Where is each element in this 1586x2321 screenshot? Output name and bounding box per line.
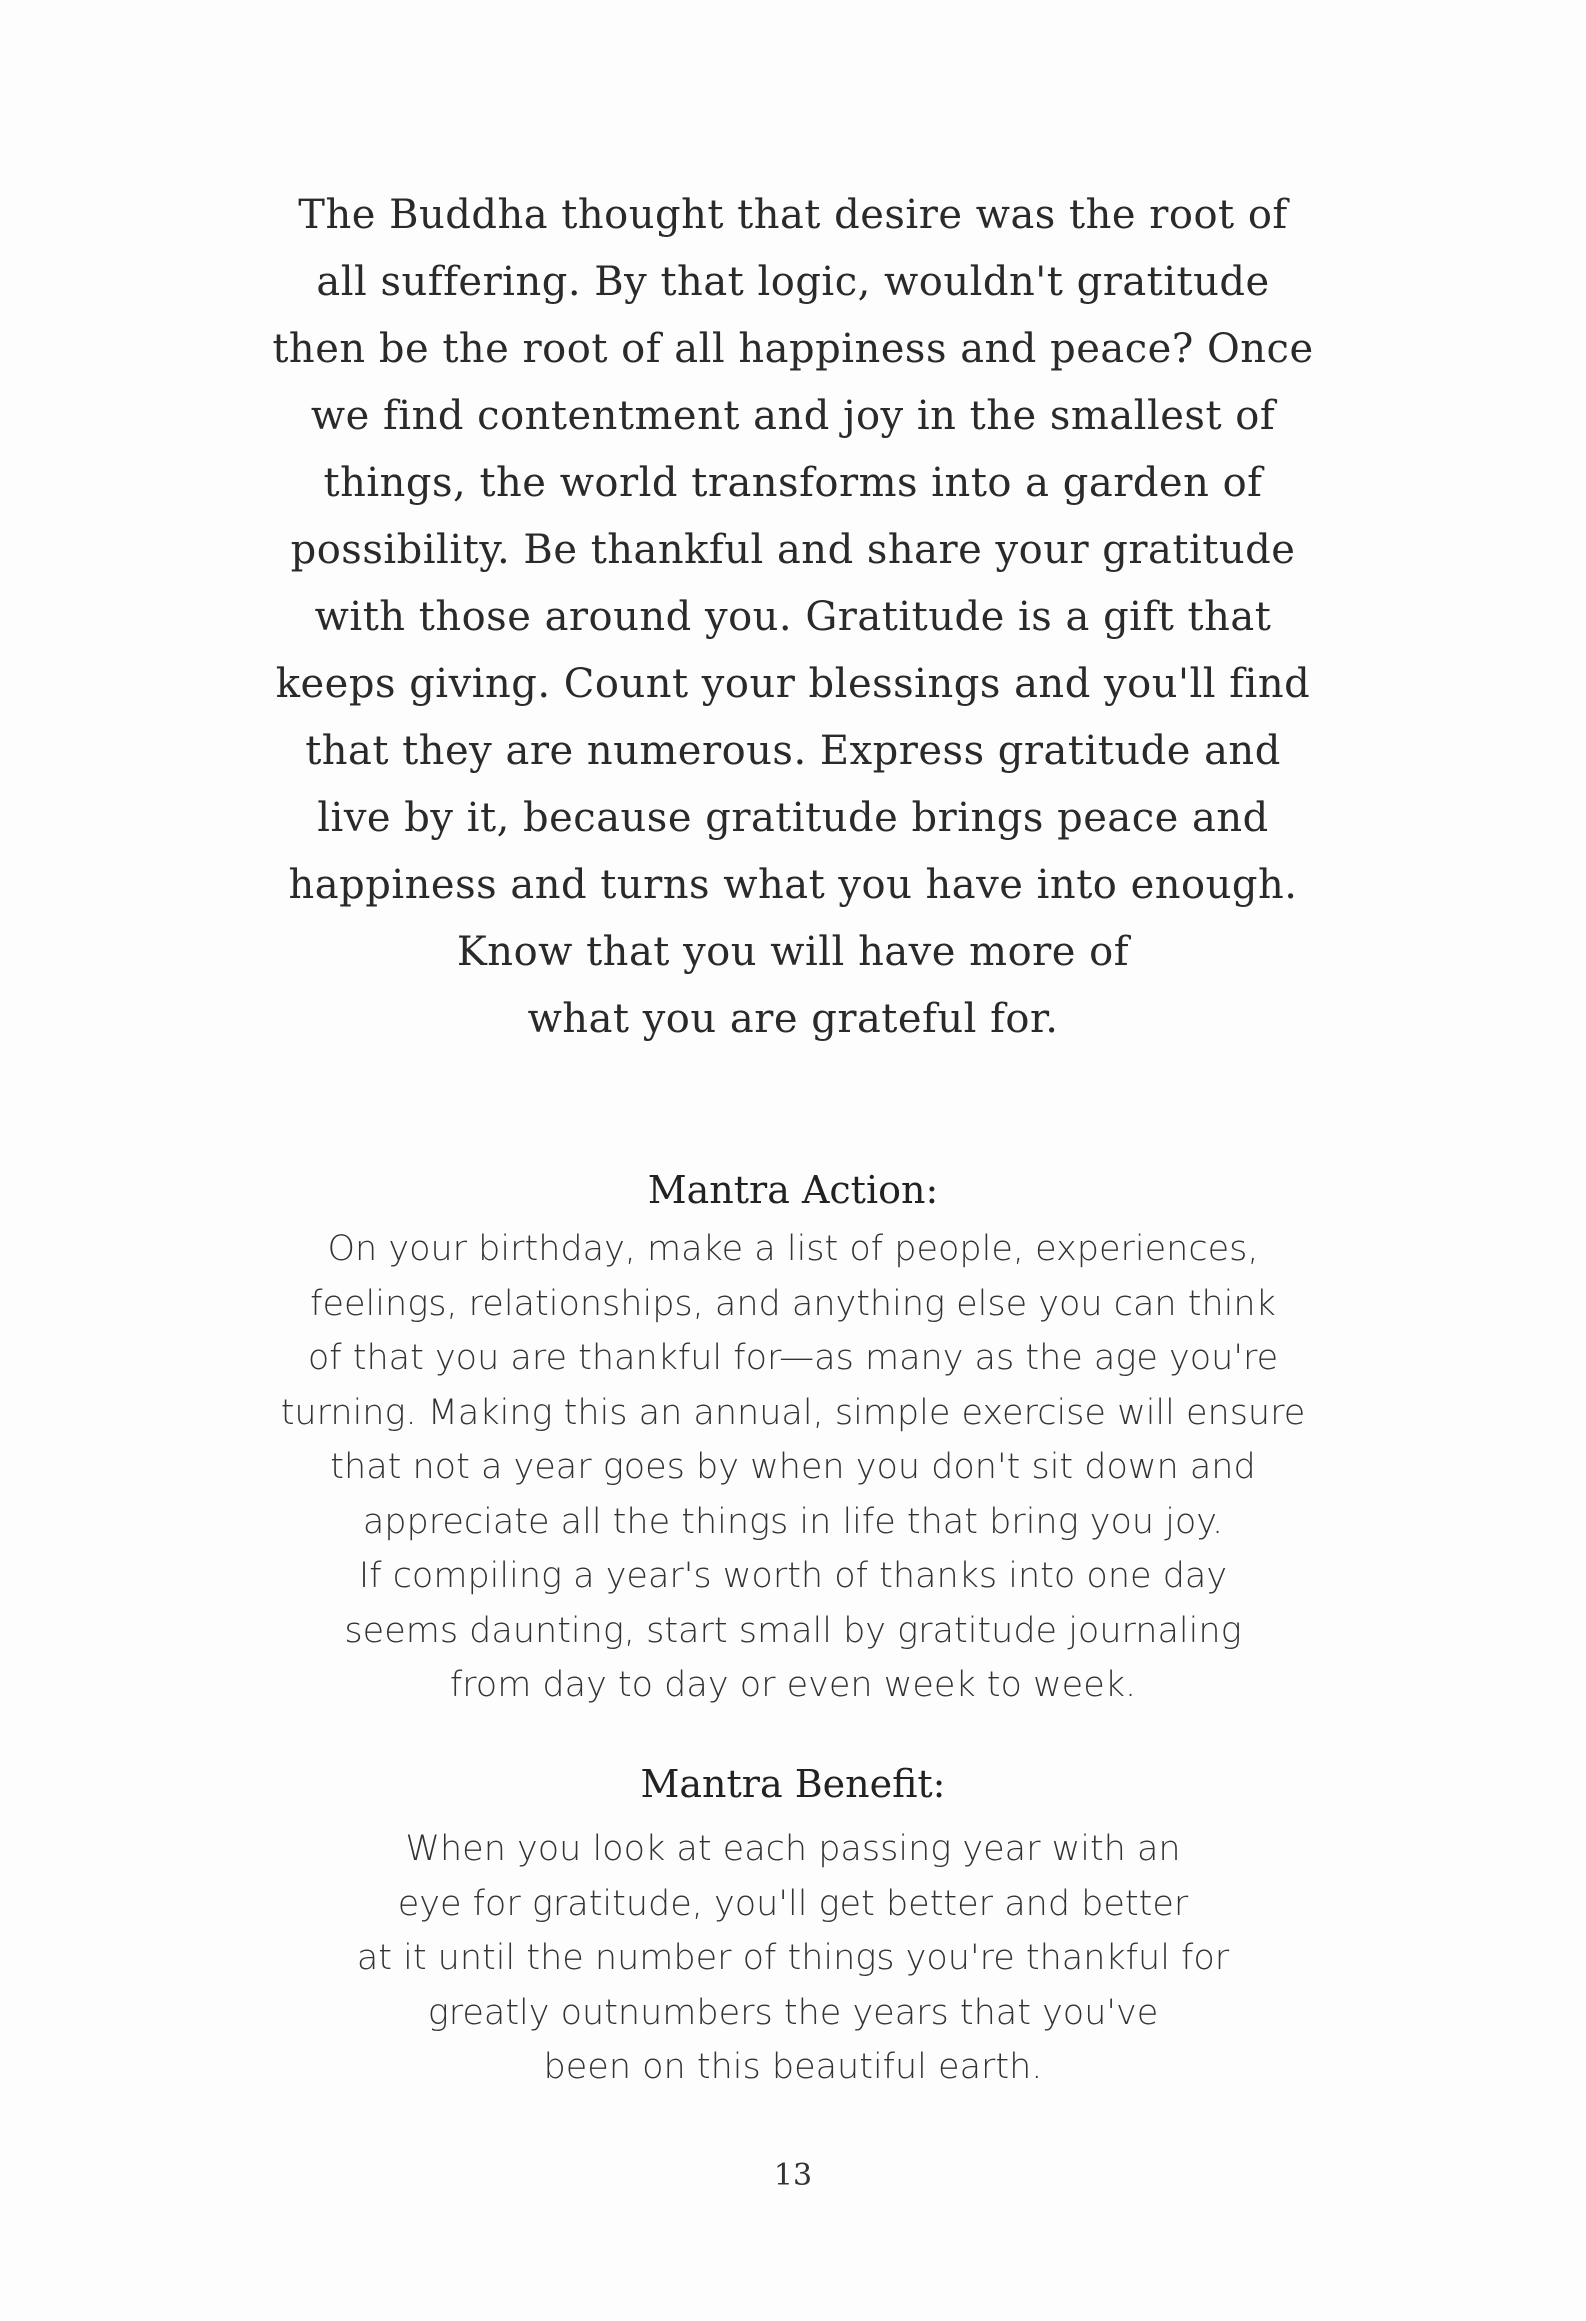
mantra-action-line: turning. Making this an annual, simple exercise will ensure bbox=[280, 1392, 1306, 1433]
mantra-benefit-line: at it until the number of things you're thankful for bbox=[356, 1938, 1230, 1978]
intro-line: that they are numerous. Express gratitude and bbox=[305, 728, 1281, 774]
intro-line: Know that you will have more of bbox=[456, 929, 1130, 975]
mantra-action-line: of that you are thankful for—as many as the age you're bbox=[307, 1338, 1279, 1378]
intro-line: all suffering. By that logic, wouldn't gratitude bbox=[316, 259, 1270, 305]
intro-line: then be the root of all happiness and peace? Once bbox=[272, 326, 1314, 372]
mantra-action-line: that not a year goes by when you don't sit down and bbox=[330, 1447, 1256, 1487]
mantra-action-heading: Mantra Action: bbox=[647, 1168, 939, 1212]
mantra-benefit-paragraph bbox=[150, 1822, 1436, 2095]
intro-line: with those around you. Gratitude is a gift that bbox=[314, 594, 1272, 640]
mantra-action-line: On your birthday, make a list of people, experiences, bbox=[327, 1229, 1259, 1269]
mantra-action-paragraph bbox=[150, 1222, 1436, 1713]
mantra-benefit-line: When you look at each passing year with an bbox=[405, 1829, 1181, 1869]
mantra-action-line: from day to day or even week to week. bbox=[449, 1665, 1137, 1705]
intro-line: happiness and turns what you have into enough. bbox=[288, 862, 1298, 908]
mantra-action-line: feelings, relationships, and anything else you can think bbox=[310, 1283, 1276, 1324]
mantra-action-line: appreciate all the things in life that bring you joy. bbox=[362, 1501, 1224, 1542]
mantra-benefit-line: eye for gratitude, you'll get better and better bbox=[397, 1883, 1189, 1924]
intro-line: we find contentment and joy in the smallest of bbox=[310, 393, 1276, 439]
intro-paragraph bbox=[150, 182, 1436, 1053]
mantra-action-line: If compiling a year's worth of thanks into one day bbox=[358, 1556, 1228, 1596]
intro-line: possibility. Be thankful and share your gratitude bbox=[290, 527, 1296, 573]
intro-line: The Buddha thought that desire was the root of bbox=[298, 192, 1288, 238]
mantra-benefit-line: greatly outnumbers the years that you've bbox=[427, 1992, 1159, 2033]
intro-line: what you are grateful for. bbox=[527, 996, 1059, 1042]
intro-line: things, the world transforms into a garden of bbox=[323, 460, 1263, 506]
intro-line: keeps giving. Count your blessings and you'll find bbox=[275, 661, 1311, 707]
mantra-benefit-heading: Mantra Benefit: bbox=[640, 1762, 946, 1806]
page-number: 13 bbox=[773, 2158, 813, 2193]
mantra-benefit-line: been on this beautiful earth. bbox=[543, 2047, 1043, 2087]
mantra-action-line: seems daunting, start small by gratitude journaling bbox=[344, 1610, 1242, 1651]
intro-line: live by it, because gratitude brings peace and bbox=[317, 795, 1269, 841]
